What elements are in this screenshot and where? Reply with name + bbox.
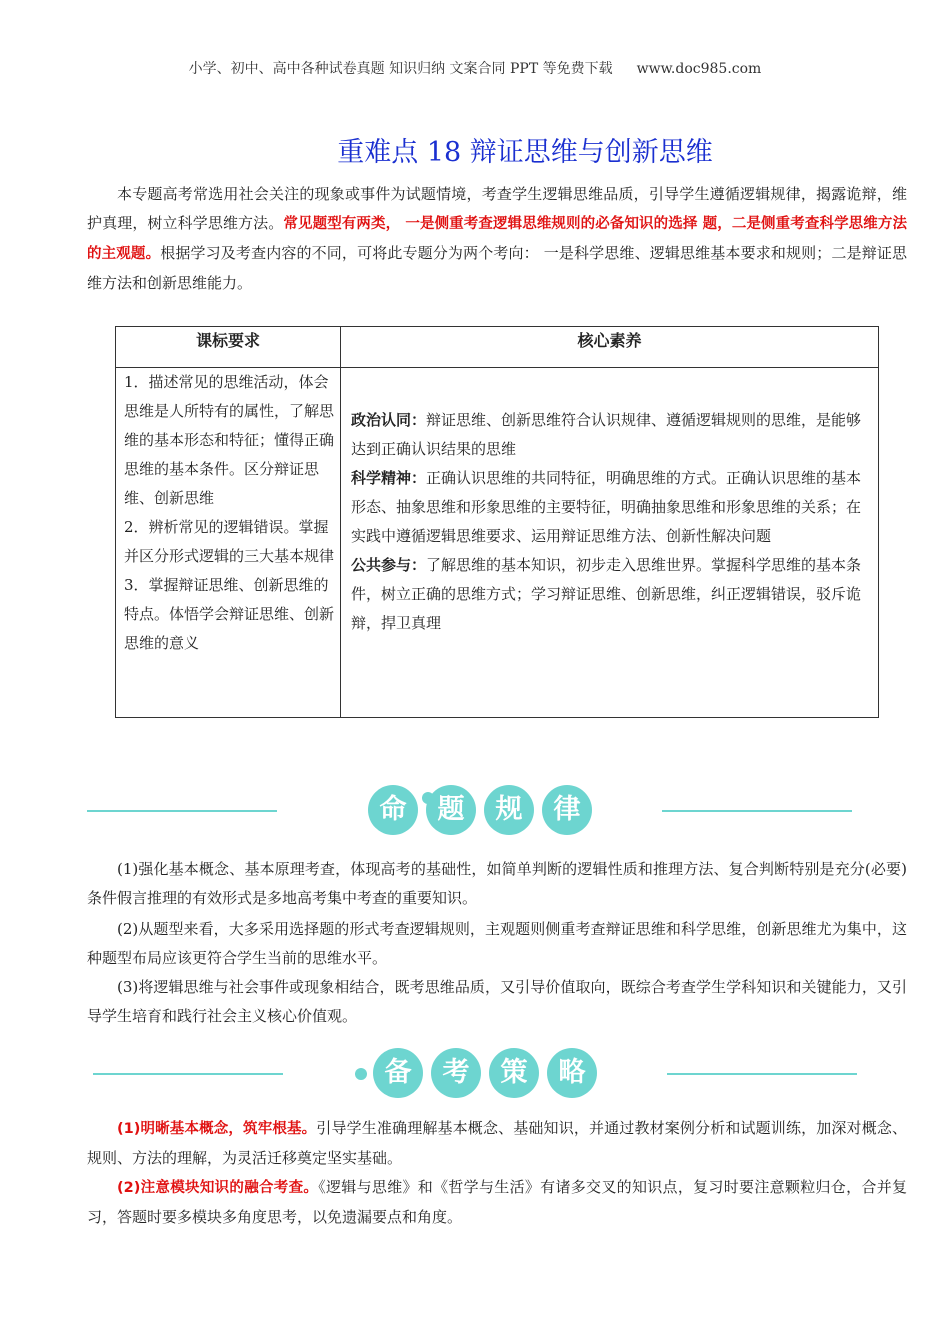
banner-char: 命: [368, 785, 418, 835]
intro-highlight: 常见题型有两类， 一是侧重考查逻辑思维规则的必备知识的选择 题，二是侧重考查科学思维方法的主观题。: [87, 216, 907, 262]
rule-item: (2)从题型来看，大多采用选择题的形式考查逻辑规则，主观题则侧重考查辩证思维和科学思维，创新思维尤为集中，这种题型布局应该更符合学生当前的思维水平。: [87, 920, 907, 967]
intro-text: 本专题高考常选用社会关注的现象或事件为试题情境，考查学生逻辑思维品质，引导学生遵循逻辑规律，揭露诡辩，维护真理，树立科学思维方法。: [87, 185, 907, 232]
strategy-key: (1)明晰基本概念，筑牢根基。: [117, 1121, 317, 1137]
rule-item: (1)强化基本概念、基本原理考查，体现高考的基础性，如简单判断的逻辑性质和推理方法、复合判断特别是充分(必要)条件假言推理的有效形式是多地高考集中考查的重要知识。: [87, 860, 907, 907]
intro-text-2: 根据学习及考查内容的不同，可将此专题分为两个考向： 一是科学思维、逻辑思维基本要求和规则；二是辩证思维方法和创新思维能力。: [87, 244, 907, 292]
competencies-cell: [341, 368, 879, 718]
header-site: www.doc985.com: [636, 61, 762, 77]
section-banner-strategy: [0, 1043, 950, 1103]
divider: [662, 810, 852, 812]
strategy-text: 《逻辑与思维》和《哲学与生活》有诸多交叉的知识点，复习时要注意颗粒归仓，合并复习，答题时要多模块多角度思考，以免遗漏要点和角度。: [87, 1178, 907, 1226]
divider: [93, 1073, 283, 1075]
strategy-item: [87, 1173, 907, 1232]
page-title: 重难点 18 辩证思维与创新思维: [337, 137, 713, 168]
competency-text: 辩证思维、创新思维符合认识规律、遵循逻辑规则的思维，是能够达到正确认识结果的思维: [351, 411, 862, 458]
strategy-key: (2)注意模块知识的融合考查。: [117, 1180, 319, 1196]
requirements-table: [115, 326, 879, 718]
section-banner-rules: [0, 780, 950, 840]
competency-label: 政治认同：: [351, 411, 427, 429]
header-text: 小学、初中、高中各种试卷真题 知识归纳 文案合同 PPT 等免费下载: [188, 61, 613, 77]
page-header: [0, 58, 950, 78]
banner-char: 规: [484, 785, 534, 835]
banner-char: 律: [542, 785, 592, 835]
banner-char: 备: [373, 1048, 423, 1098]
competency-text: 了解思维的基本知识，初步走入思维世界。掌握科学思维的基本条件，树立正确的思维方式；学习辩证思维、创新思维，纠正逻辑错误，驳斥诡辩，捍卫真理: [351, 556, 862, 632]
divider: [667, 1073, 857, 1075]
banner-char: 考: [431, 1048, 481, 1098]
banner-char: 略: [547, 1048, 597, 1098]
banner-char: 题: [426, 785, 476, 835]
rule-item: (3)将逻辑思维与社会事件或现象相结合，既考思维品质，又引导价值取向，既综合考查学生学科知识和关键能力，又引导学生培育和践行社会主义核心价值观。: [87, 978, 907, 1025]
table-header-standards: 课标要求: [116, 327, 341, 368]
strategy-text: 引导学生准确理解基本概念、基础知识，并通过教材案例分析和试题训练，加深对概念、规则、方法的理解，为灵活迁移奠定坚实基础。: [87, 1119, 907, 1167]
table-header-competencies: 核心素养: [341, 327, 879, 368]
divider: [87, 810, 277, 812]
competency-label: 科学精神：: [351, 469, 427, 487]
strategy-item: [87, 1114, 907, 1173]
banner-char: 策: [489, 1048, 539, 1098]
standards-cell: 1．描述常见的思维活动，体会思维是人所特有的属性，了解思维的基本形态和特征；懂得正确思维的基本条件。区分辩证思维、创新思维 2．辨析常见的逻辑错误。掌握并区分形式逻辑的三大基本规律 3．掌握辩证思维、创新思维的特点。体悟学会辩证思维、创新思维的意义: [116, 368, 341, 718]
competency-text: 正确认识思维的共同特征，明确思维的方式。正确认识思维的基本形态、抽象思维和形象思维的主要特征，明确抽象思维和形象思维的关系；在实践中遵循逻辑思维要求、运用辩证思维方法、创新性解决问题: [351, 469, 862, 545]
decor-dot: [355, 1068, 367, 1080]
strategy-section: [87, 1114, 907, 1232]
intro-paragraph: [87, 180, 907, 298]
rules-section: [87, 855, 907, 1031]
competency-label: 公共参与：: [351, 556, 427, 574]
